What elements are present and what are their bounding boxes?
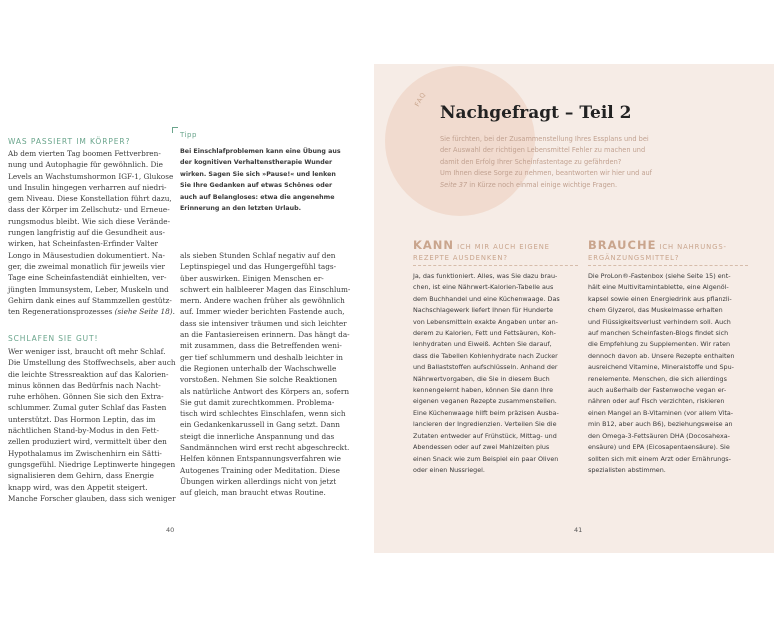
text-line: nähren oder auf Fisch verzichten, riskieren	[588, 397, 725, 406]
question-keyword: KANN	[413, 238, 455, 252]
page-reference: (siehe Seite 18).	[114, 307, 175, 317]
text-line: mit zusammen, dass die Betreffenden weni-	[180, 341, 342, 351]
page-title: Nachgefragt – Teil 2	[440, 103, 632, 123]
text-line: Nährwertvorgaben, die Sie in diesem Buch	[413, 374, 550, 383]
question-line: ERGÄNZUNGSMITTEL?	[588, 254, 680, 262]
text-line: auch außerhalb der Fastenwoche vegan er-	[588, 386, 727, 395]
text-line: minus können das Bedürfnis nach Nacht-	[8, 380, 161, 390]
text-line: Levels an Wachstumshormon IGF-1, Glukose	[8, 171, 174, 181]
text-line: signalisieren dem Gehirn, dass Energie	[8, 471, 154, 481]
text-line	[440, 180, 652, 191]
text-line: Zutaten entweder auf Frühstück, Mittag- und	[413, 431, 557, 440]
text-line: auf manchen Scheinfasten-Blogs findet sich	[588, 329, 729, 338]
text-line: ein Gedankenkarussell in Gang setzt. Dann	[180, 420, 340, 430]
text-fragment: ten Regenerationsprozesses	[8, 307, 113, 317]
text-line: und Insulin hingegen verharren auf niedri-	[8, 182, 167, 192]
text-line: Autogenes Training oder Meditation. Diese	[180, 465, 340, 475]
question-line: REZEPTE AUSDENKEN?	[413, 254, 508, 262]
question-line	[588, 238, 727, 253]
text-line: rungen langfristig auf die Gesundheit aus-	[8, 228, 166, 238]
text-line: von Lebensmitteln exakte Angaben unter an-	[413, 317, 558, 326]
text-line: Nachschlagewerk liefert Ihnen für Hunderte	[413, 306, 554, 315]
text-line: jüngten Immunsystem, Leber, Muskeln und	[8, 284, 169, 294]
page-number-left: 40	[166, 526, 175, 534]
text-line: und Flüssigkeitsverlust verhindern soll. Auch	[588, 317, 731, 326]
text-line: ausreichend Vitamine, Mineralstoffe und Spu-	[588, 363, 734, 372]
text-line: Longo in Mäusestudien dokumentiert. Na-	[8, 250, 165, 260]
text-line: einen Snack wie zum Beispiel ein paar Oliven	[413, 454, 559, 463]
question-1-heading	[413, 238, 550, 264]
text-line: Um Ihnen diese Sorge zu nehmen, beantworten wir hier und auf	[440, 169, 652, 178]
text-line: sollten sich mit einem Arzt oder Ernährungs-	[588, 454, 731, 463]
text-line: als sieben Stunden Schlaf negativ auf den	[180, 251, 336, 260]
text-fragment: in Kürze noch einmal einige wichtige Fragen.	[467, 180, 618, 189]
text-line: damit den Erfolg Ihrer Scheinfastentage zu gefährden?	[440, 157, 622, 166]
text-line: mern. Andere wachen früher als gewöhnlich	[180, 296, 345, 306]
text-line: lancieren der Ingredienzien. Verteilen Sie die	[413, 420, 557, 429]
text-line: derem zu Kalorien, Fett und Fettsäuren, Koh-	[413, 329, 556, 338]
text-line: Die ProLon®-Fastenbox (siehe Seite 15) ent-	[588, 272, 731, 280]
left-col1-block1	[8, 148, 175, 317]
left-col1-block2	[8, 346, 176, 504]
text-line: Manche Forscher glauben, dass sich weniger	[8, 493, 176, 503]
intro-text	[440, 134, 652, 191]
text-line: kapsel sowie einen Energiedrink aus pflanzli-	[588, 294, 732, 303]
text-line: nung und Autophagie für gewöhnlich. Die	[8, 160, 163, 170]
tipp-box	[180, 146, 341, 214]
text-line: schlummer. Zumal guter Schlaf das Fasten	[8, 403, 167, 413]
text-line: einen Mangel an B-Vitaminen (vor allem Vita-	[588, 408, 734, 417]
question-text: ICH MIR AUCH EIGENE	[454, 243, 550, 251]
text-line: und Ballaststoffen aufschlüsseln. Anhand der	[413, 363, 558, 372]
text-line: Hypothalamus im Zwischenhirn ein Sätti-	[8, 448, 162, 458]
answer-2	[588, 271, 734, 476]
text-line: dass der Körper im Zellschutz- und Erneue-	[8, 205, 170, 215]
question-text: ICH NAHRUNGS-	[656, 243, 727, 251]
text-line: auf gleich, man braucht etwas Routine.	[180, 488, 326, 498]
heading-schlafen: SCHLAFEN SIE GUT!	[8, 334, 99, 343]
text-line	[8, 306, 175, 317]
text-line: auf. Immer wieder berichten Fastende auch,	[180, 307, 345, 317]
question-line	[413, 238, 550, 253]
text-line: chem Glyzerol, das Muskelmasse erhalten	[588, 306, 723, 315]
faq-label: FAQ	[413, 90, 428, 108]
text-line: Ab dem vierten Tag boomen Fettverbren-	[8, 149, 161, 158]
text-line: nächtlichen Stand-by-Modus in den Fett-	[8, 426, 159, 436]
text-line: Tage eine Scheinfastendiät einhielten, ver-	[8, 273, 167, 283]
text-line: gem Niveau. Diese Konstellation führt dazu,	[8, 194, 172, 204]
text-line: dem Buchhandel und eine Küchenwaage. Das	[413, 294, 560, 303]
page-reference: Seite 37	[440, 180, 468, 189]
tipp-bracket-icon	[172, 127, 178, 133]
text-line: schwert ein halbleerer Magen das Einschlum-	[180, 284, 351, 294]
text-line: oder einen Nussriegel.	[413, 465, 485, 474]
text-line: Abendessen oder auf zwei Mahlzeiten plus	[413, 443, 550, 452]
text-line: hält eine Multivitamintablette, eine Algenöl-	[588, 283, 729, 292]
text-line: Sie Ihre Gedanken auf etwas Schönes oder	[180, 182, 333, 190]
text-line: gungsgefühl. Niedrige Leptinwerte hingegen	[8, 459, 176, 469]
text-line: ger, die zweimal monatlich für jeweils vier	[8, 261, 166, 271]
answer-1	[413, 271, 560, 476]
page-number-right: 41	[574, 526, 583, 534]
text-line: Leptinspiegel und das Hungergefühl tags-	[180, 262, 337, 272]
text-line: Erinnerung an den letzten Urlaub.	[180, 205, 302, 213]
text-line: vorstoßen. Nehmen Sie solche Reaktionen	[180, 375, 338, 385]
text-line: auch auf Belangloses: etwa die angenehme	[180, 193, 335, 201]
text-line: Bei Einschlafproblemen kann eine Übung aus	[180, 148, 341, 155]
text-line: Die Umstellung des Stoffwechsels, aber auch	[8, 358, 176, 368]
text-line: spezialisten abstimmen.	[588, 465, 666, 474]
text-line: ger tief schlummern und deshalb leichter in	[180, 352, 343, 362]
text-line: Helfen können Entspannungsverfahren wie	[180, 454, 341, 464]
text-line: Gehirn dank eines auf Stammzellen gestütz-	[8, 295, 172, 305]
text-line: dennoch davon ab. Unsere Rezepte enthalten	[588, 351, 735, 360]
text-line: Ja, das funktioniert. Alles, was Sie dazu brau-	[413, 272, 558, 280]
text-line: steigt die innerliche Anspannung und das	[180, 431, 335, 441]
text-line: als natürliche Antwort des Körpers an, sofern	[180, 386, 350, 396]
text-line: unterstützt. Das Hormon Leptin, das im	[8, 414, 156, 424]
text-line: die leichte Stressreaktion auf das Kalorien-	[8, 369, 169, 379]
left-col2-block	[180, 250, 350, 499]
text-line: min B12, aber auch B6), beziehungsweise an	[588, 420, 733, 429]
text-line: knapp wird, was den Appetit steigert.	[8, 482, 148, 492]
text-line: an die Fantasiereisen erinnern. Das hängt da-	[180, 330, 350, 340]
text-line: der kognitiven Verhaltenstherapie Wunder	[180, 159, 333, 167]
text-line: kennengelernt haben, können Sie dann Ihre	[413, 386, 554, 395]
text-line: wirken. Sagen Sie sich »Pause!« und lenken	[180, 170, 336, 178]
text-line: Wer weniger isst, braucht oft mehr Schlaf.	[8, 347, 166, 356]
text-line: zellen produziert wird, vermittelt über den	[8, 437, 167, 447]
text-line: dass sie intensiver träumen und sich leichter	[180, 318, 347, 328]
text-line: über auswirken. Einigen Menschen er-	[180, 273, 324, 283]
text-line: eigenen veganen Rezepte zusammenstellen.	[413, 397, 557, 406]
text-line: tisch wird schlechtes Einschlafen, wenn sich	[180, 409, 346, 419]
text-line: lenhydraten und Eiweiß. Achten Sie darauf,	[413, 340, 552, 349]
text-line: Eine Küchenwaage hilft beim präzisen Ausba-	[413, 408, 559, 417]
question-2-heading	[588, 238, 727, 264]
text-line: den Omega-3-Fettsäuren DHA (Docosahexa-	[588, 431, 730, 440]
text-line: Übungen wirken allerdings nicht von jetzt	[180, 476, 337, 486]
text-line: dass die Tabellen Kohlenhydrate nach Zucker	[413, 351, 558, 360]
tipp-label: Tipp	[180, 131, 197, 139]
text-line: Sie gut damit zurechtkommen. Problema-	[180, 397, 335, 407]
text-line: ruhe erhöhen. Gönnen Sie sich den Extra-	[8, 392, 164, 402]
question-keyword: BRAUCHE	[588, 238, 657, 252]
divider	[588, 265, 748, 266]
heading-was-passiert: WAS PASSIERT IM KÖRPER?	[8, 137, 131, 146]
text-line: die Empfehlung zu Supplementen. Wir raten	[588, 340, 731, 349]
text-line: die Regionen unterhalb der Wachschwelle	[180, 363, 337, 373]
text-line: ensäure) und EPA (Eicosapentaensäure). Sie	[588, 443, 730, 452]
text-line: chen, ist eine Nährwert-Kalorien-Tabelle aus	[413, 283, 554, 292]
text-line: Sie fürchten, bei der Zusammenstellung Ihres Essplans und bei	[440, 135, 649, 143]
text-line: wirken, hat Scheinfasten-Erfinder Valter	[8, 239, 158, 249]
text-line: rungsmodus bleibt. Wie sich diese Verände-	[8, 216, 171, 226]
text-line: Sandmännchen wird erst recht abgeschreckt.	[180, 443, 350, 453]
text-line: der Auswahl der richtigen Lebensmittel Fehler zu machen und	[440, 146, 646, 155]
text-line: renelemente. Menschen, die sich allerdings	[588, 374, 727, 383]
divider	[413, 265, 578, 266]
